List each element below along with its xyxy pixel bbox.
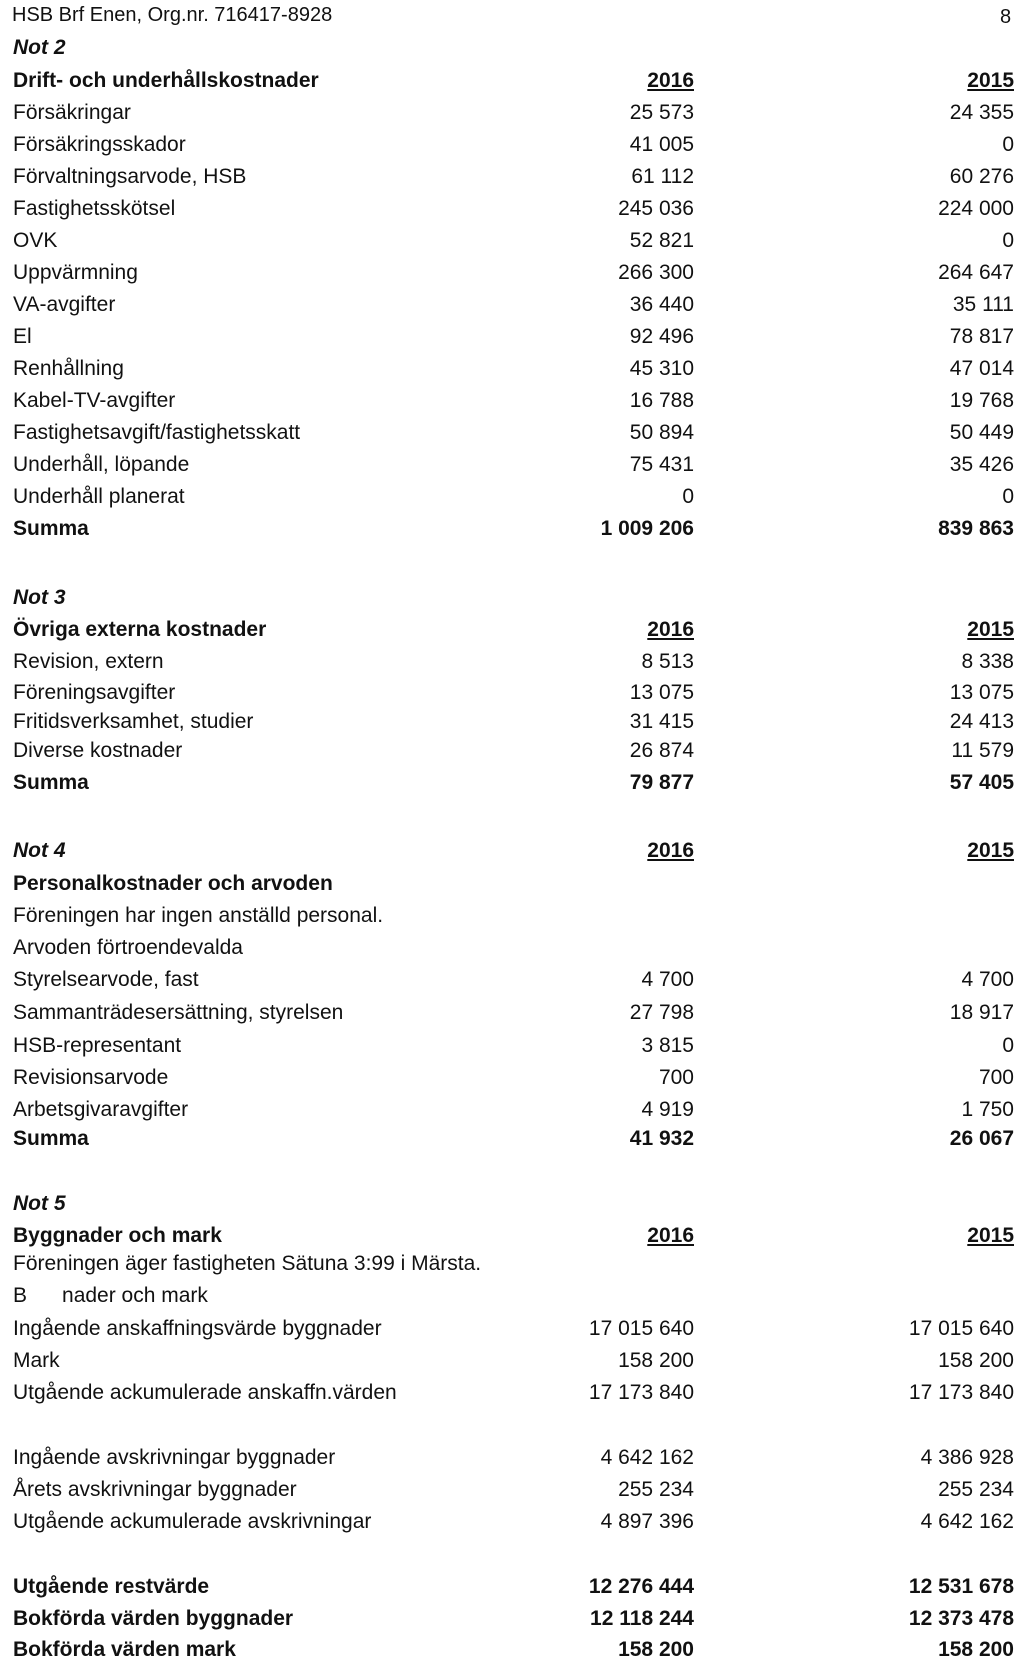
row-label: Uppvärmning	[13, 261, 138, 284]
value-2015: 24 413	[949, 710, 1014, 733]
table-row	[0, 229, 1024, 259]
row-label: Underhåll, löpande	[13, 453, 190, 476]
value-2016: 245 036	[618, 197, 694, 220]
year-2015-header: 2015	[967, 839, 1014, 862]
value-2016: 255 234	[618, 1478, 694, 1501]
value-2015: 12 531 678	[908, 1575, 1014, 1598]
note-heading: Personalkostnader och arvoden	[13, 872, 333, 895]
page-number: 8	[1000, 6, 1012, 28]
note-text-row	[0, 936, 1024, 966]
table-row	[0, 1349, 1024, 1379]
row-label: Fastighetsskötsel	[13, 197, 176, 220]
table-row	[0, 1478, 1024, 1508]
note-title: Not 5	[13, 1192, 66, 1215]
value-2015: 24 355	[949, 101, 1014, 124]
value-2015: 700	[978, 1066, 1014, 1089]
value-2015: 17 015 640	[908, 1317, 1014, 1340]
value-2015: 0	[1002, 1034, 1014, 1057]
note-heading-row	[0, 618, 1024, 648]
table-row	[0, 1066, 1024, 1096]
table-row	[0, 325, 1024, 355]
sum-2015: 26 067	[949, 1127, 1014, 1150]
value-2015: 158 200	[938, 1638, 1014, 1661]
table-row	[0, 1034, 1024, 1064]
value-2016: 26 874	[629, 739, 694, 762]
sum-2015: 839 863	[938, 517, 1014, 540]
value-2016: 92 496	[629, 325, 694, 348]
note-text: Föreningen äger fastigheten Sätuna 3:99 i Märsta.	[13, 1252, 482, 1275]
table-row	[0, 1381, 1024, 1411]
value-2016: 16 788	[629, 389, 694, 412]
row-label: Kabel-TV-avgifter	[13, 389, 176, 412]
sum-2016: 1 009 206	[600, 517, 694, 540]
row-label: Bokförda värden byggnader	[13, 1607, 294, 1630]
row-label: OVK	[13, 229, 58, 252]
value-2016: 50 894	[629, 421, 694, 444]
note-heading: Drift- och underhållskostnader	[13, 69, 319, 92]
row-label: Föreningsavgifter	[13, 681, 176, 704]
table-row	[0, 1098, 1024, 1128]
note-title-row	[0, 36, 1024, 66]
row-label: Underhåll planerat	[13, 485, 185, 508]
note-text: Föreningen har ingen anställd personal.	[13, 904, 384, 927]
org-header: HSB Brf Enen, Org.nr. 716417-8928	[12, 4, 333, 26]
table-row	[0, 739, 1024, 769]
value-2016: 75 431	[629, 453, 694, 476]
value-2016: 700	[658, 1066, 694, 1089]
summary-row	[0, 1607, 1024, 1637]
year-2015-header: 2015	[967, 1224, 1014, 1247]
table-row	[0, 357, 1024, 387]
value-2015: 0	[1002, 133, 1014, 156]
table-row	[0, 421, 1024, 451]
note-title-row	[0, 839, 1024, 869]
year-2015-header: 2015	[967, 618, 1014, 641]
value-2016: 4 897 396	[600, 1510, 694, 1533]
value-2015: 13 075	[949, 681, 1014, 704]
value-2016: 17 173 840	[588, 1381, 694, 1404]
sum-label: Summa	[13, 771, 89, 794]
value-2015: 0	[1002, 229, 1014, 252]
value-2016: 4 642 162	[600, 1446, 694, 1469]
row-label: Revisionsarvode	[13, 1066, 169, 1089]
value-2016: 52 821	[629, 229, 694, 252]
table-row	[0, 261, 1024, 291]
row-label: Utgående ackumulerade avskrivningar	[13, 1510, 372, 1533]
row-label: Försäkringar	[13, 101, 131, 124]
table-row	[0, 1317, 1024, 1347]
table-row	[0, 710, 1024, 740]
value-2016: 31 415	[629, 710, 694, 733]
note-title: Not 2	[13, 36, 66, 59]
note-subheading: Arvoden förtroendevalda	[13, 936, 243, 959]
value-2016: 158 200	[618, 1349, 694, 1372]
value-2016: 36 440	[629, 293, 694, 316]
value-2015: 0	[1002, 485, 1014, 508]
row-label: Mark	[13, 1349, 60, 1372]
value-2015: 35 111	[952, 293, 1014, 316]
value-2015: 8 338	[961, 650, 1014, 673]
summary-row	[0, 1638, 1024, 1668]
value-2015: 17 173 840	[908, 1381, 1014, 1404]
row-label: Fritidsverksamhet, studier	[13, 710, 254, 733]
note-text-row	[0, 1252, 1024, 1282]
sum-2016: 41 932	[629, 1127, 694, 1150]
table-row	[0, 968, 1024, 998]
value-2016: 27 798	[629, 1001, 694, 1024]
note-text-row	[0, 904, 1024, 934]
value-2016: 41 005	[629, 133, 694, 156]
value-2016: 3 815	[641, 1034, 694, 1057]
sum-label: Summa	[13, 1127, 89, 1150]
table-row	[0, 165, 1024, 195]
value-2016: 4 700	[641, 968, 694, 991]
value-2016: 12 276 444	[588, 1575, 694, 1598]
row-label: HSB-representant	[13, 1034, 182, 1057]
table-row	[0, 133, 1024, 163]
note-heading: Övriga externa kostnader	[13, 618, 267, 641]
value-2016: 4 919	[641, 1098, 694, 1121]
value-2016: 45 310	[629, 357, 694, 380]
value-2015: 4 700	[961, 968, 1014, 991]
table-row	[0, 1001, 1024, 1031]
row-label: Revision, extern	[13, 650, 164, 673]
value-2016: 25 573	[629, 101, 694, 124]
value-2015: 12 373 478	[908, 1607, 1014, 1630]
note-heading-row	[0, 1224, 1024, 1254]
value-2016: 12 118 244	[590, 1607, 694, 1630]
note-heading-row	[0, 69, 1024, 99]
value-2015: 11 579	[951, 739, 1014, 762]
table-row	[0, 1446, 1024, 1476]
value-2015: 4 386 928	[920, 1446, 1014, 1469]
table-row	[0, 101, 1024, 131]
sum-label: Summa	[13, 517, 89, 540]
row-label: Sammanträdesersättning, styrelsen	[13, 1001, 344, 1024]
value-2015: 1 750	[961, 1098, 1014, 1121]
row-label: Ingående avskrivningar byggnader	[13, 1446, 336, 1469]
table-row	[0, 650, 1024, 680]
value-2015: 78 817	[949, 325, 1014, 348]
row-label: Försäkringsskador	[13, 133, 186, 156]
value-2016: 0	[682, 485, 694, 508]
value-2015: 47 014	[949, 357, 1014, 380]
value-2016: 17 015 640	[588, 1317, 694, 1340]
row-label: Arbetsgivaravgifter	[13, 1098, 189, 1121]
row-label: Årets avskrivningar byggnader	[13, 1478, 297, 1501]
value-2015: 19 768	[949, 389, 1014, 412]
value-2016: 13 075	[629, 681, 694, 704]
note-heading-row	[0, 872, 1024, 902]
table-row	[0, 197, 1024, 227]
sum-row	[0, 517, 1024, 547]
row-label: Förvaltningsarvode, HSB	[13, 165, 247, 188]
row-label: Utgående restvärde	[13, 1575, 210, 1598]
year-2015-header: 2015	[967, 69, 1014, 92]
note-subheading: B nader och mark	[13, 1284, 208, 1307]
note-title-row	[0, 586, 1024, 616]
year-2016-header: 2016	[647, 618, 694, 641]
row-label: Utgående ackumulerade anskaffn.värden	[13, 1381, 397, 1404]
sum-row	[0, 1127, 1024, 1157]
year-2016-header: 2016	[647, 69, 694, 92]
value-2016: 266 300	[618, 261, 694, 284]
row-label: Bokförda värden mark	[13, 1638, 236, 1661]
summary-row	[0, 1575, 1024, 1605]
value-2016: 158 200	[618, 1638, 694, 1661]
value-2016: 61 112	[631, 165, 694, 188]
note-heading: Byggnader och mark	[13, 1224, 222, 1247]
row-label: El	[13, 325, 32, 348]
table-row	[0, 485, 1024, 515]
table-row	[0, 389, 1024, 419]
table-row	[0, 681, 1024, 711]
note-text-row	[0, 1284, 1024, 1314]
value-2015: 60 276	[949, 165, 1014, 188]
value-2015: 35 426	[949, 453, 1014, 476]
sum-2016: 79 877	[629, 771, 694, 794]
row-label: Ingående anskaffningsvärde byggnader	[13, 1317, 382, 1340]
row-label: Styrelsearvode, fast	[13, 968, 199, 991]
row-label: Fastighetsavgift/fastighetsskatt	[13, 421, 301, 444]
table-row	[0, 293, 1024, 323]
value-2016: 8 513	[641, 650, 694, 673]
value-2015: 50 449	[949, 421, 1014, 444]
sum-row	[0, 771, 1024, 801]
value-2015: 158 200	[938, 1349, 1014, 1372]
row-label: Renhållning	[13, 357, 124, 380]
note-title: Not 4	[13, 839, 66, 862]
year-2016-header: 2016	[647, 1224, 694, 1247]
row-label: VA-avgifter	[13, 293, 116, 316]
value-2015: 255 234	[938, 1478, 1014, 1501]
year-2016-header: 2016	[647, 839, 694, 862]
row-label: Diverse kostnader	[13, 739, 183, 762]
table-row	[0, 453, 1024, 483]
value-2015: 264 647	[938, 261, 1014, 284]
table-row	[0, 1510, 1024, 1540]
note-title-row	[0, 1192, 1024, 1222]
value-2015: 224 000	[938, 197, 1014, 220]
sum-2015: 57 405	[949, 771, 1014, 794]
value-2015: 4 642 162	[920, 1510, 1014, 1533]
note-title: Not 3	[13, 586, 66, 609]
value-2015: 18 917	[949, 1001, 1014, 1024]
